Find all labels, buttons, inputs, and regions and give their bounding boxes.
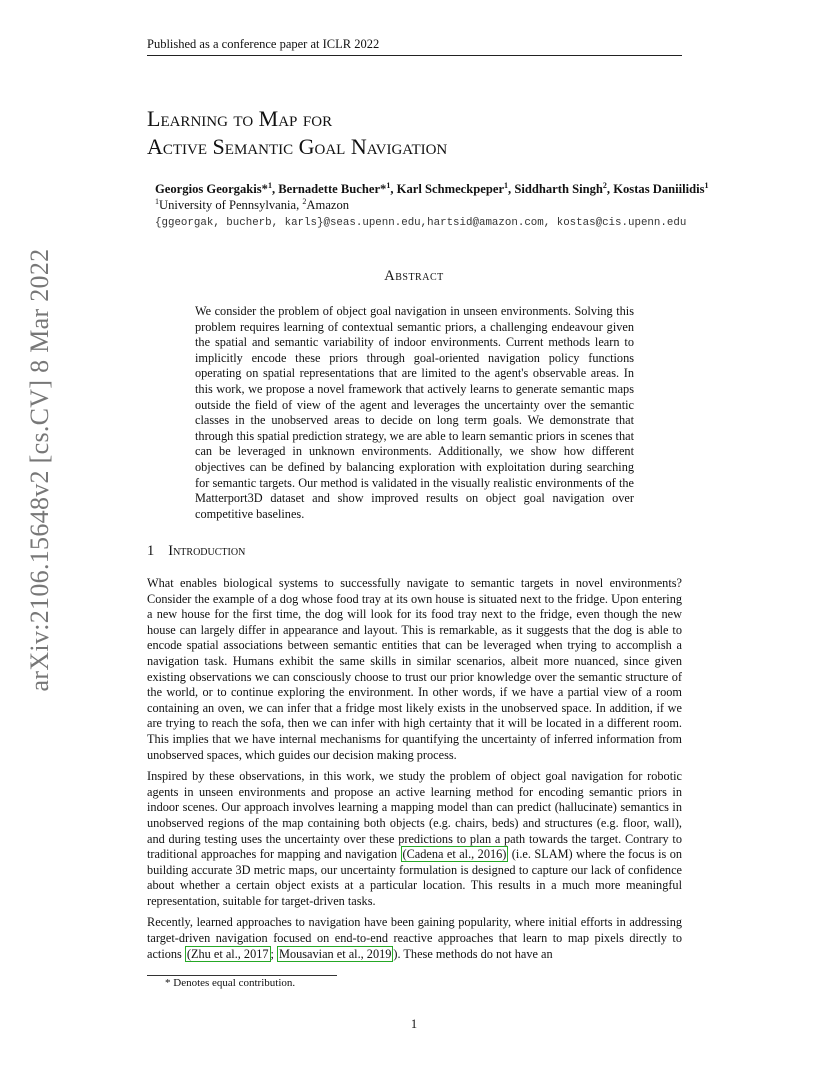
paragraph [147,915,682,962]
citation-link[interactable]: (Cadena et al., 2016) [402,847,507,862]
affiliation-mark: 1 [704,180,709,190]
citation-link[interactable]: Mousavian et al., 2019 [279,946,392,961]
affiliations [155,197,775,213]
affiliation-mark: 1 [155,196,159,206]
abstract-text: We consider the problem of object goal navigation in unseen environments. Solving this problem requires learning of contextual semantic priors, a challenging endeavour given the spatial and semantic variability of indoor environments. Current methods learn to implicitly encode these priors through goal-oriented navigation policy functions operating on spatial representations that are limited to the agent's observable areas. In this work, we propose a novel framework that actively learns to generate semantic maps outside the field of view of the agent and leverages the uncertainty over the semantic classes in the unobserved areas to decide on long term goals. We demonstrate that through this spatial prediction strategy, we are able to learn semantic priors in scenes that can be leveraged in unknown environments. Additionally, we show how different objectives can be defined by balancing exploration with exploitation during searching for semantic targets. Our method is validated in the visually realistic environments of the Matterport3D dataset and show improved results on object goal navigation over competitive baselines. [195,304,634,521]
title-line-1: Learning to Map for [147,106,333,131]
footnote-divider [147,975,337,976]
affiliation-mark: 1 [386,180,391,190]
title-line-2: Active Semantic Goal Navigation [147,134,448,159]
author-name: , Kostas Daniilidis [606,182,705,196]
paper-title [147,105,707,161]
author-name: , Bernadette Bucher* [271,182,387,196]
author-name: , Siddharth Singh [508,182,603,196]
affiliation-mark: 1 [504,180,509,190]
citation-link[interactable]: (Zhu et al., 2017 [186,946,269,961]
section-body [147,576,682,968]
section-title: Introduction [168,543,246,559]
affiliation-mark: 2 [602,180,607,190]
abstract-heading: Abstract [384,268,444,284]
affiliation: Amazon [306,198,350,212]
page-number: 1 [410,1017,418,1031]
footnote: * Denotes equal contribution. [165,977,296,989]
author-name: , Karl Schmeckpeper [390,182,505,196]
section-number: 1 [147,543,155,559]
affiliation-mark: 2 [302,196,307,206]
author-block [155,181,775,231]
arxiv-stamp-text: arXiv:2106.15648v2 [cs.CV] 8 Mar 2022 [25,248,54,692]
running-header: Published as a conference paper at ICLR 2022 [147,37,682,56]
text-run: ; [270,946,278,961]
text-run: ). These methods do not have an [393,946,553,961]
author-emails: {ggeorgak, bucherb, karls}@seas.upenn.edu,hartsid@amazon.com, kostas@cis.upenn.edu [155,217,687,229]
paragraph [147,769,682,909]
text-run: Recently, learned approaches to navigation have been gaining popularity, where initial efforts in addressing target-driven navigation focused on end-to-end reactive approaches that learn to map pixels directly to actions [147,915,682,961]
section-heading [147,543,245,560]
author-names [155,181,775,197]
text-run: (i.e. SLAM) where the focus is on building accurate 3D metric maps, our uncertainty formulation is designed to capture our lack of confidence about whether a certain object exists at a particular location. This results in a much more meaningful representation, suitable for target-driven tasks. [147,847,683,908]
paragraph: What enables biological systems to successfully navigate to semantic targets in novel environments? Consider the example of a dog whose food tray at its own house is situated next to the fridge. Upon entering a new house for the first time, the dog will look for its food tray next to the fridge, even though the new house can largely differ in appearance and layout. This is remarkable, as it suggests that the dog is able to encode spatial associations between semantic entities that can be leveraged when trying to accomplish a navigation task. Humans exhibit the same skills in similar scenarios, albeit more nuanced, since given existing observations we can consciously choose to trust our prior knowledge over the semantic structure of the world, or to continue exploring the environment. In other words, if we have a partial view of a room containing an oven, we can infer that a fridge most likely exists in the unobserved space. In addition, if we are trying to reach the sofa, then we can infer with high certainty that it will be located in a different room. This implies that we have internal mechanisms for quantifying the uncertainty of inferred information from unobserved spaces, which guides our decision making process. [147,576,682,762]
affiliation: University of Pennsylvania, [159,198,303,212]
author-name: Georgios Georgakis* [155,182,268,196]
text-run: Inspired by these observations, in this work, we study the problem of object goal navigation for robotic agents in unseen environments and propose an active learning method for encoding semantic priors in indoor scenes. Our approach involves learning a mapping model than can predict (hallucinate) semantics in unobserved regions of the map containing both objects (e.g. chairs, beds) and structures (e.g. floor, wall), and during testing uses the uncertainty over these predictions to plan a path towards the target. Contrary to traditional approaches for mapping and navigation [147,769,682,862]
affiliation-mark: 1 [267,180,272,190]
